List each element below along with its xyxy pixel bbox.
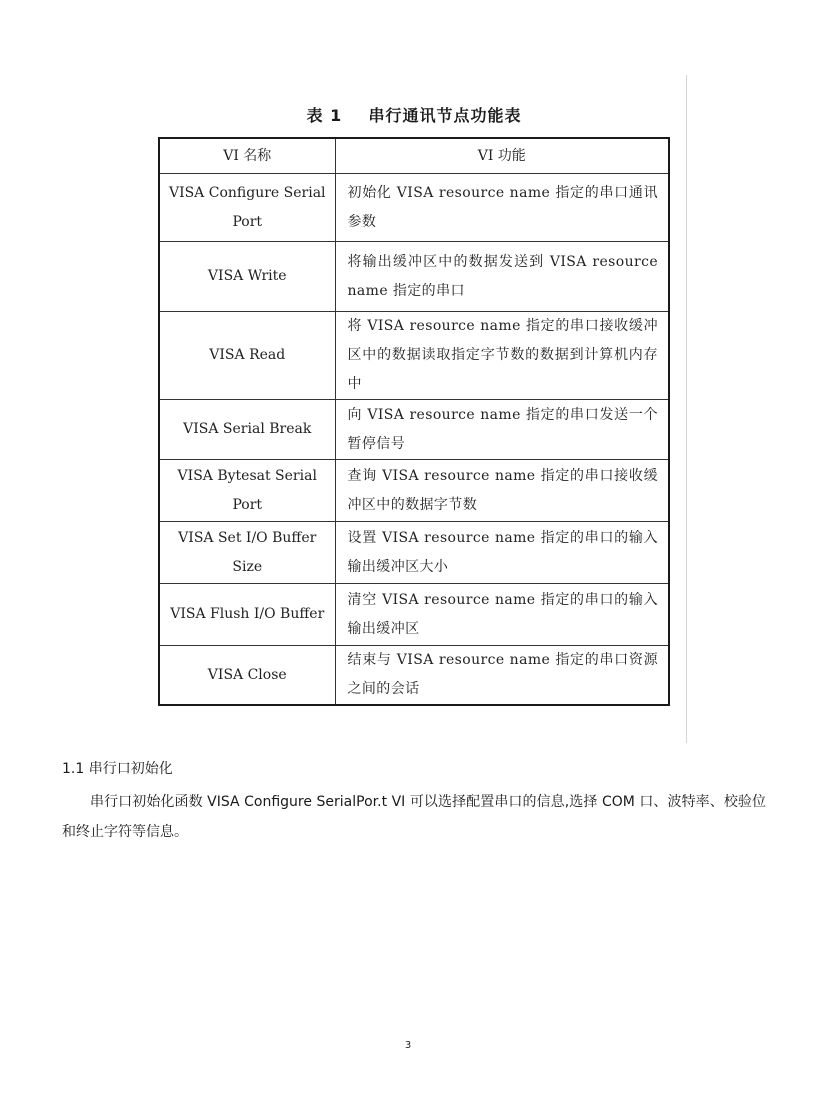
vi-function-cell: 结束与 VISA resource name 指定的串口资源之间的会话	[335, 646, 669, 706]
header-vi-name: VI 名称	[159, 138, 335, 174]
table-row	[159, 174, 669, 242]
vi-function-cell: 查询 VISA resource name 指定的串口接收缓冲区中的数据字节数	[335, 460, 669, 522]
table-row	[159, 312, 669, 400]
table-row	[159, 584, 669, 646]
vi-function-cell: 将输出缓冲区中的数据发送到 VISA resource name 指定的串口	[335, 242, 669, 312]
table-row	[159, 400, 669, 460]
vi-name-cell: VISA Flush I/O Buffer	[159, 584, 335, 646]
vi-function-table	[158, 137, 670, 706]
table-row	[159, 242, 669, 312]
vi-function-cell: 向 VISA resource name 指定的串口发送一个暂停信号	[335, 400, 669, 460]
table-header-row	[159, 138, 669, 174]
section-heading: 1.1 串行口初始化	[62, 761, 173, 777]
table-row	[159, 522, 669, 584]
vi-name-cell: VISA Serial Break	[159, 400, 335, 460]
margin-rule	[686, 75, 687, 743]
vi-name-cell: VISA Write	[159, 242, 335, 312]
vi-name-cell: VISA Bytesat Serial Port	[159, 460, 335, 522]
vi-function-cell: 设置 VISA resource name 指定的串口的输入输出缓冲区大小	[335, 522, 669, 584]
page-number: 3	[404, 1040, 412, 1051]
table-title: 表 1 串行通讯节点功能表	[306, 106, 522, 125]
vi-name-cell: VISA Set I/O Buffer Size	[159, 522, 335, 584]
body-paragraph: 串行口初始化函数 VISA Configure SerialPor.t VI 可以选择配置串口的信息,选择 COM 口、波特率、校验位和终止字符等信息。	[62, 794, 766, 840]
vi-function-cell: 将 VISA resource name 指定的串口接收缓冲区中的数据读取指定字节数的数据到计算机内存中	[335, 312, 669, 400]
vi-function-cell: 初始化 VISA resource name 指定的串口通讯参数	[335, 174, 669, 242]
table-row	[159, 460, 669, 522]
vi-name-cell: VISA Close	[159, 646, 335, 706]
header-vi-function: VI 功能	[335, 138, 669, 174]
vi-function-cell: 清空 VISA resource name 指定的串口的输入输出缓冲区	[335, 584, 669, 646]
table-row	[159, 646, 669, 706]
vi-name-cell: VISA Configure Serial Port	[159, 174, 335, 242]
vi-name-cell: VISA Read	[159, 312, 335, 400]
